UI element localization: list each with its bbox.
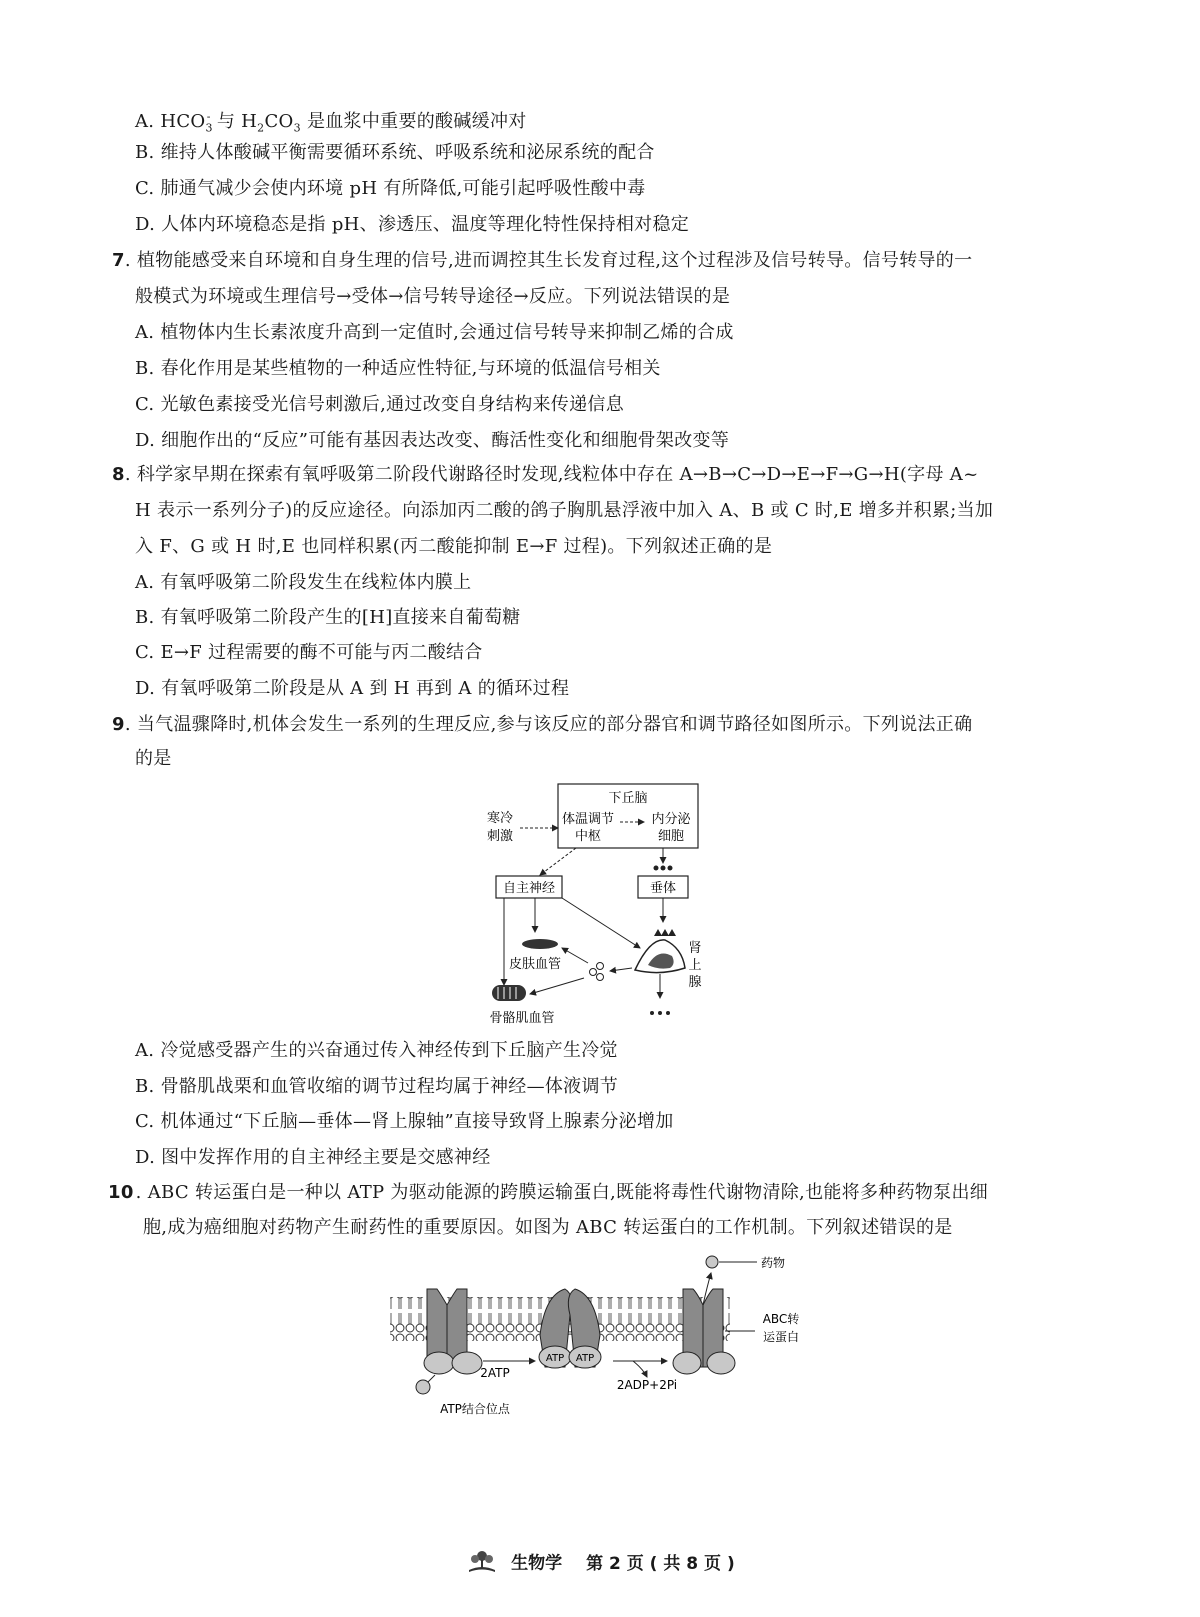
q8-stem-line-2: H 表示一系列分子)的反应途径。向添加丙二酸的鸽子胸肌悬浮液中加入 A、B 或 C 时,E 增多并积累;当加	[135, 500, 994, 521]
site-pointer-line	[428, 1375, 435, 1382]
adrenal-label-3: 腺	[688, 975, 702, 990]
autonomic-label: 自主神经	[502, 881, 556, 896]
q9-option-a: A. 冷觉感受器产生的兴奋通过传入神经传到下丘脑产生冷觉	[135, 1040, 618, 1061]
q7-option-b: B. 春化作用是某些植物的一种适应性特征,与环境的低温信号相关	[135, 358, 661, 379]
transporter-3-nbd-left	[673, 1352, 701, 1374]
hormone-to-muscle-arrow	[530, 978, 584, 994]
q6-a-text-4: 是血浆中重要的酸碱缓冲对	[300, 111, 527, 132]
q7-stem-text-1: . 植物能感受来自环境和自身生理的信号,进而调控其生长发育过程,这个过程涉及信号转导。信号转导的一	[124, 250, 973, 271]
muscle-vessel-label: 骨骼肌血管	[489, 1011, 555, 1026]
q6-option-d: D. 人体内环境稳态是指 pH、渗透压、温度等理化特性保持相对稳定	[135, 214, 690, 235]
tree-logo-icon	[465, 1548, 499, 1574]
q9-stem-text-1: . 当气温骤降时,机体会发生一系列的生理反应,参与该反应的部分器官和调节路径如图所示。下列说法正确	[124, 714, 973, 735]
footer-page-number: 第 2 页 ( 共 8 页 )	[586, 1553, 735, 1574]
atp-label-b: ATP	[575, 1353, 595, 1364]
thermoregulation-diagram	[480, 780, 720, 1030]
adrenal-to-hormone-arrow	[610, 968, 632, 971]
q9-option-c: C. 机体通过“下丘脑—垂体—肾上腺轴”直接导致肾上腺素分泌增加	[135, 1111, 674, 1132]
q8-option-d: D. 有氧呼吸第二阶段是从 A 到 H 再到 A 的循环过程	[135, 678, 570, 699]
epinephrine-dot	[590, 969, 597, 976]
epinephrine-dot	[597, 963, 604, 970]
q8-stem-line-3: 入 F、G 或 H 时,E 也同样积累(丙二酸能抑制 E→F 过程)。下列叙述正确的是	[135, 536, 773, 557]
skin-vessel-label: 皮肤血管	[508, 957, 562, 972]
hormone-dot	[661, 866, 666, 871]
q7-option-a: A. 植物体内生长素浓度升高到一定值时,会通过信号转导来抑制乙烯的合成	[135, 322, 734, 343]
q10-stem-line-2: 胞,成为癌细胞对药物产生耐药性的重要原因。如图为 ABC 转运蛋白的工作机制。下列叙述错误的是	[143, 1217, 953, 1238]
q6-a-sup-1: -	[206, 110, 211, 123]
trophic-hormone-marks	[654, 929, 676, 936]
atp-molecule	[416, 1380, 430, 1394]
autonomic-to-adrenal-arrow	[562, 898, 640, 948]
transporter-1-nbd-right	[452, 1352, 482, 1374]
endocrine-label-1: 内分泌	[651, 812, 691, 827]
q6-a-sub-3: 3	[293, 121, 301, 135]
atp-label-a: ATP	[545, 1353, 565, 1364]
q6-a-text-3: CO	[264, 111, 294, 132]
q7-option-d: D. 细胞作出的“反应”可能有基因表达改变、酶活性变化和细胞骨架改变等	[135, 430, 730, 451]
hormone-dot	[668, 866, 673, 871]
drug-label: 药物	[760, 1256, 786, 1270]
q6-option-a	[135, 104, 527, 142]
q8-option-c: C. E→F 过程需要的酶不可能与丙二酸结合	[135, 642, 483, 663]
abc-transporter-diagram	[385, 1245, 825, 1420]
q10-stem-text-1: . ABC 转运蛋白是一种以 ATP 为驱动能源的跨膜运输蛋白,既能将毒性代谢物清除,也能将多种药物泵出细	[135, 1182, 989, 1203]
q9-stem-line-2: 的是	[135, 748, 172, 769]
center-to-autonomic-arrow	[540, 848, 576, 875]
q9-option-b: B. 骨骼肌战栗和血管收缩的调节过程均属于神经—体液调节	[135, 1076, 619, 1097]
muscle-vessel-shape	[492, 985, 526, 1001]
q10-number: 10	[108, 1182, 134, 1203]
transporter-3-nbd-right	[707, 1352, 735, 1374]
q8-stem-line-1	[112, 462, 978, 488]
q9-option-d: D. 图中发挥作用的自主神经主要是交感神经	[135, 1147, 491, 1168]
q6-option-b: B. 维持人体酸碱平衡需要循环系统、呼吸系统和泌尿系统的配合	[135, 142, 655, 163]
cold-label-2: 刺激	[486, 829, 514, 844]
ellipsis-dot	[658, 1011, 662, 1015]
q6-a-text-1: A. HCO	[135, 111, 206, 132]
q9-number: 9	[112, 714, 125, 735]
footer-subject: 生物学	[511, 1553, 563, 1574]
q9-stem-line-1	[112, 712, 972, 738]
q8-number: 8	[112, 464, 125, 485]
ellipsis-dot	[650, 1011, 654, 1015]
q7-stem-line-2: 般模式为环境或生理信号→受体→信号转导途径→反应。下列说法错误的是	[135, 286, 731, 307]
adp-label: 2ADP+2Pi	[616, 1378, 678, 1392]
hypothalamus-label: 下丘脑	[608, 791, 648, 806]
endocrine-label-2: 细胞	[657, 829, 685, 844]
transporter-1-nbd-left	[424, 1352, 454, 1374]
q8-option-b: B. 有氧呼吸第二阶段产生的[H]直接来自葡萄糖	[135, 607, 521, 628]
center-label-1: 体温调节	[561, 812, 615, 827]
q7-number: 7	[112, 250, 125, 271]
adrenal-label-1: 肾	[688, 941, 702, 956]
q6-a-sub-1: 3	[205, 121, 213, 135]
skin-vessel-shape	[522, 939, 558, 949]
abc-label-1: ABC转	[762, 1312, 800, 1326]
center-label-2: 中枢	[574, 829, 602, 844]
q8-stem-text-1: . 科学家早期在探索有氧呼吸第二阶段代谢路径时发现,线粒体中存在 A→B→C→D→E→F→G→H(字母 A~	[124, 464, 979, 485]
epinephrine-dot	[597, 974, 604, 981]
adp-release-arrow	[633, 1361, 647, 1377]
drug-molecule	[706, 1256, 718, 1268]
q6-option-c: C. 肺通气减少会使内环境 pH 有所降低,可能引起呼吸性酸中毒	[135, 178, 646, 199]
atp-2-label: 2ATP	[480, 1366, 510, 1380]
ellipsis-dot	[666, 1011, 670, 1015]
cold-label-1: 寒冷	[486, 811, 514, 826]
q10-stem-line-1	[108, 1180, 988, 1206]
q8-option-a: A. 有氧呼吸第二阶段发生在线粒体内膜上	[135, 572, 472, 593]
adrenal-label-2: 上	[688, 958, 702, 973]
q6-a-sub-2: 2	[257, 121, 265, 135]
q6-a-text-2: 与 H	[210, 111, 258, 132]
hormone-dot	[654, 866, 659, 871]
abc-label-2: 运蛋白	[762, 1330, 800, 1344]
q7-option-c: C. 光敏色素接受光信号刺激后,通过改变自身结构来传递信息	[135, 394, 624, 415]
pituitary-label: 垂体	[649, 881, 677, 896]
q7-stem-line-1	[112, 248, 972, 274]
binding-site-label: ATP结合位点	[440, 1402, 510, 1416]
page-footer	[0, 1548, 1200, 1574]
hormone-to-skin-arrow	[562, 948, 588, 963]
